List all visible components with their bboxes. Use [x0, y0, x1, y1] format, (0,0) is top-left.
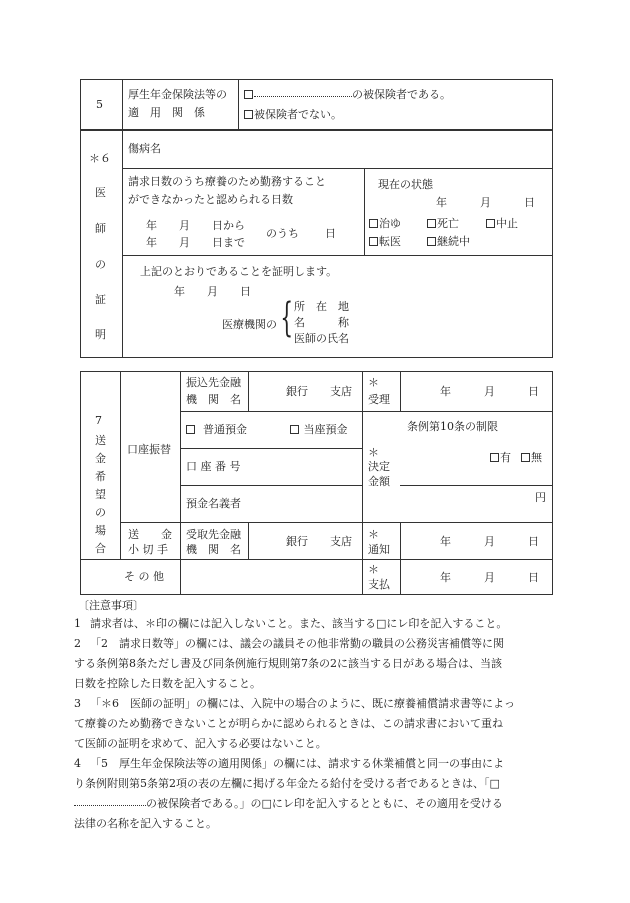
divider [180, 485, 362, 486]
divider [248, 371, 249, 411]
note-text-suffix: の被保険者である。」の□にレ印を記入するとともに、その適用を受ける [146, 797, 503, 810]
divider [80, 559, 553, 560]
certify-text: 上記のとおりであることを証明します。 [140, 265, 338, 278]
death-checkbox[interactable] [427, 219, 436, 228]
normal-deposit-checkbox[interactable] [186, 425, 195, 434]
status-date: 年 月 日 [436, 196, 535, 209]
days-label-line1: 請求日数のうち療養のため勤務すること [128, 175, 326, 188]
vchar: の [95, 258, 106, 271]
note-number: 2 [74, 637, 81, 650]
divider [238, 79, 239, 130]
divider [180, 371, 181, 595]
pay-mark: ＊ [368, 563, 379, 576]
note-number: 1 [74, 617, 81, 630]
status-heal-label: 治ゆ [379, 217, 401, 230]
divider [122, 168, 553, 169]
status-continue-label: 継続中 [437, 235, 470, 248]
notify-label: 通知 [368, 543, 390, 556]
check-label-line1: 送 金 [128, 528, 172, 541]
notify-date: 年 月 日 [440, 535, 539, 548]
transfer-label: 口座振替 [127, 443, 171, 456]
note-1 [74, 614, 560, 634]
section-5-label-line2: 適 用 関 係 [128, 106, 205, 119]
status-death [427, 217, 459, 230]
divider [180, 448, 362, 449]
status-stop [486, 217, 518, 230]
status-heal [369, 217, 401, 230]
bank-label-line2: 機 関 名 [186, 393, 241, 406]
insured-option [244, 88, 451, 101]
divider [180, 411, 553, 412]
divider [400, 371, 401, 411]
vchar: 証 [95, 293, 106, 306]
receipt-mark: ＊ [368, 376, 379, 389]
status-transfer [369, 235, 401, 248]
vchar: 希 [95, 470, 106, 483]
institution-name-label: 名 称 [294, 316, 349, 329]
divider [122, 130, 123, 358]
deposit-normal [186, 423, 247, 436]
heal-checkbox[interactable] [369, 219, 378, 228]
note-text: 日数を控除した日数を記入すること。 [74, 677, 261, 690]
section-6-number: ＊６ [89, 152, 111, 165]
yen-label: 円 [535, 491, 546, 504]
decide-mark: ＊ [368, 446, 379, 459]
stop-checkbox[interactable] [486, 219, 495, 228]
yes-label: 有 [500, 451, 511, 464]
receipt-date: 年 月 日 [440, 385, 539, 398]
dotted-blank [74, 797, 146, 806]
not-insured-option [244, 108, 342, 121]
to-date: 年 月 日まで [146, 236, 245, 249]
rule10-label: 条例第10条の制限 [407, 420, 498, 433]
divider [120, 522, 553, 523]
vchar: の [95, 506, 106, 519]
note-text: り条例附則第5条第2項の表の左欄に掲げる年金たる給付を受ける者であるときは、「□ [74, 777, 500, 790]
divider [122, 79, 123, 130]
divider [400, 485, 553, 486]
vchar: 医 [95, 186, 106, 199]
decide-label-line2: 金額 [368, 475, 390, 488]
normal-deposit-label: 普通預金 [203, 423, 247, 436]
status-transfer-label: 転医 [379, 235, 401, 248]
day-label: 日 [325, 227, 336, 240]
divider [120, 371, 121, 559]
divider [122, 255, 553, 256]
institution-prefix: 医療機関の [222, 318, 277, 331]
bank-value[interactable]: 銀行 支店 [286, 385, 352, 398]
vchar: 望 [95, 488, 106, 501]
no-label: 無 [531, 451, 542, 464]
notify-mark: ＊ [368, 528, 379, 541]
status-continue [427, 235, 470, 248]
note-text: 法律の名称を記入すること。 [74, 817, 217, 830]
institution-address-label: 所 在 地 [294, 300, 349, 313]
section-7-box [80, 371, 553, 595]
law-name-blank[interactable] [254, 88, 352, 97]
note-2 [74, 634, 560, 694]
section-5-box [80, 79, 553, 130]
divider [248, 522, 249, 559]
section-5-label-line1: 厚生年金保険法等の [128, 88, 227, 101]
pay-date: 年 月 日 [440, 571, 539, 584]
note-text: 「5 厚生年金保険法等の適用関係」の欄には、請求する休業補償と同一の事由によ [90, 757, 504, 770]
injury-label: 傷病名 [128, 142, 161, 155]
section-5-number: 5 [96, 98, 103, 111]
other-label: そ の 他 [124, 570, 164, 583]
deposit-current [290, 423, 348, 436]
note-text: 請求者は、＊印の欄には記入しないこと。また、該当する□にレ印を記入すること。 [90, 617, 508, 630]
rule10-yes [490, 451, 511, 464]
pay-label: 支払 [368, 578, 390, 591]
not-insured-checkbox[interactable] [244, 110, 253, 119]
account-holder-label: 預金名義者 [186, 497, 241, 510]
insured-checkbox[interactable] [244, 90, 253, 99]
note-text: 「2 請求日数等」の欄には、議会の議員その他非常勤の職員の公務災害補償等に関 [90, 637, 504, 650]
vchar: 場 [95, 524, 106, 537]
divider [364, 168, 365, 255]
recv-bank-label-line1: 受取先金融 [186, 528, 241, 541]
continue-checkbox[interactable] [427, 237, 436, 246]
note-text: する条例第8条ただし書及び同条例施行規則第7条の2に該当する日がある場合は、当該 [74, 657, 502, 670]
days-label-line2: ができなかったと認められる日数 [128, 193, 293, 206]
brace-icon: { [280, 295, 294, 341]
note-number: 3 [74, 697, 81, 710]
rule10-no [521, 451, 542, 464]
current-deposit-label: 当座預金 [303, 423, 348, 436]
vchar: 師 [95, 222, 106, 235]
yes-checkbox[interactable] [490, 453, 499, 462]
from-date: 年 月 日から [146, 219, 245, 232]
receipt-label: 受理 [368, 393, 390, 406]
account-number-label: 口 座 番 号 [186, 460, 241, 473]
doctor-name-label: 医師の氏名 [294, 332, 349, 345]
bank-label-line1: 振込先金融 [186, 376, 241, 389]
note-3 [74, 694, 560, 754]
recv-bank-value[interactable]: 銀行 支店 [286, 535, 352, 548]
decide-label-line1: 決定 [368, 460, 390, 473]
transfer-checkbox[interactable] [369, 237, 378, 246]
current-deposit-checkbox[interactable] [290, 425, 299, 434]
vchar: 送 [95, 434, 106, 447]
status-stop-label: 中止 [496, 217, 518, 230]
certify-date: 年 月 日 [174, 285, 251, 298]
section-7-number: 7 [95, 414, 102, 427]
status-title: 現在の状態 [378, 178, 433, 191]
recv-bank-label-line2: 機 関 名 [186, 543, 241, 556]
vchar: 金 [95, 452, 106, 465]
of-label: のうち [266, 227, 299, 240]
notes-title: 〔注意事項〕 [78, 599, 144, 612]
no-checkbox[interactable] [521, 453, 530, 462]
check-label-line2: 小 切 手 [128, 543, 168, 556]
note-text [74, 794, 560, 814]
note-text: て療養のため勤務できないことが明らかに認められるときは、この請求書において重ね [74, 717, 503, 730]
not-insured-label: 被保険者でない。 [254, 108, 342, 121]
note-number: 4 [74, 757, 81, 770]
note-text: て医師の証明を求めて、記入する必要はないこと。 [74, 737, 327, 750]
divider [362, 371, 363, 595]
vchar: 明 [95, 328, 106, 341]
note-4 [74, 754, 560, 834]
status-death-label: 死亡 [437, 217, 459, 230]
vchar: 合 [95, 542, 106, 555]
insured-option-label: の被保険者である。 [352, 88, 451, 101]
note-text: 「＊6 医師の証明」の欄には、入院中の場合のように、既に療養補償請求書等によっ [90, 697, 515, 710]
